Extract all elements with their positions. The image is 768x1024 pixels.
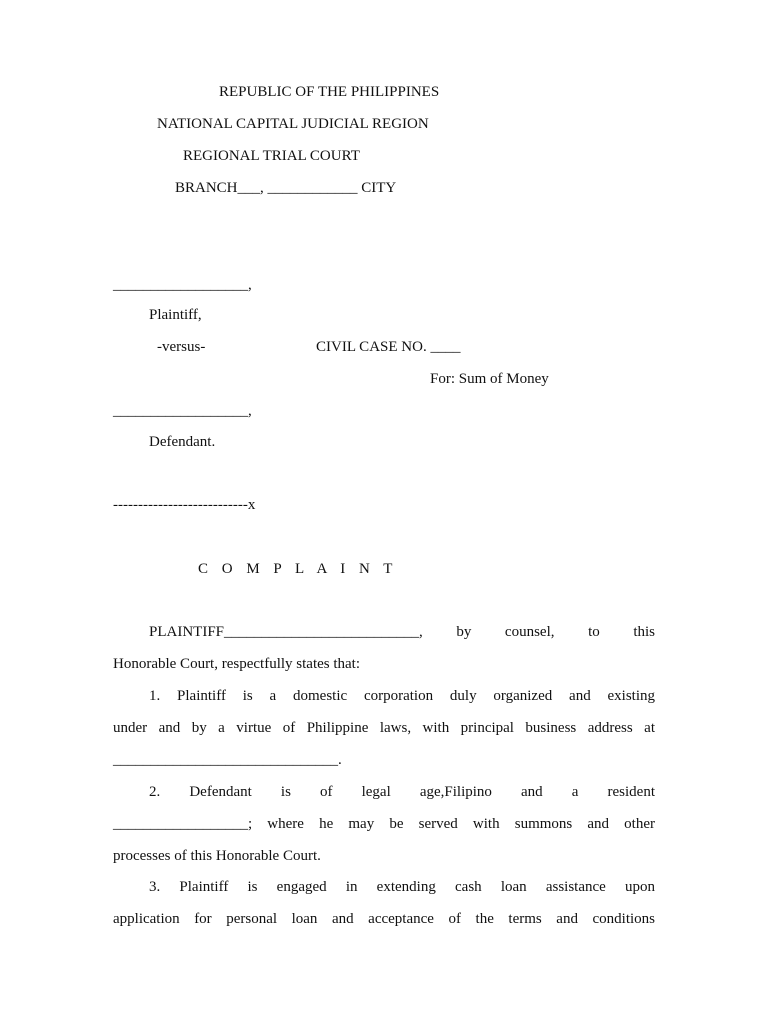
case-nature: For: Sum of Money	[430, 371, 549, 387]
caption-divider: ---------------------------x	[113, 497, 256, 513]
paragraph-3-line-2: application for personal loan and acceptance of the terms and conditions	[113, 911, 655, 927]
intro-line-1: PLAINTIFF__________________________, by counsel, to this	[149, 624, 655, 640]
paragraph-2-line-2: __________________; where he may be served with summons and other	[113, 816, 655, 832]
plaintiff-label: Plaintiff,	[149, 307, 202, 323]
paragraph-3-line-1: 3. Plaintiff is engaged in extending cash loan assistance upon	[149, 879, 655, 895]
paragraph-1-line-3: ______________________________.	[113, 752, 342, 768]
header-branch-city: BRANCH___, ____________ CITY	[175, 180, 397, 196]
document-title: C O M P L A I N T	[198, 561, 398, 577]
defendant-name-blank: __________________,	[113, 403, 252, 419]
header-court: REGIONAL TRIAL COURT	[183, 148, 360, 164]
paragraph-1-line-2: under and by a virtue of Philippine laws, with principal business address at	[113, 720, 655, 736]
plaintiff-name-blank: __________________,	[113, 277, 252, 293]
paragraph-2-line-1: 2. Defendant is of legal age,Filipino and a resident	[149, 784, 655, 800]
defendant-label: Defendant.	[149, 434, 216, 450]
paragraph-1-line-1: 1. Plaintiff is a domestic corporation duly organized and existing	[149, 688, 655, 704]
versus-label: -versus-	[157, 339, 206, 355]
header-region: NATIONAL CAPITAL JUDICIAL REGION	[157, 116, 429, 132]
header-republic: REPUBLIC OF THE PHILIPPINES	[219, 84, 440, 100]
intro-line-2: Honorable Court, respectfully states that:	[113, 656, 361, 672]
civil-case-number: CIVIL CASE NO. ____	[316, 339, 461, 355]
paragraph-2-line-3: processes of this Honorable Court.	[113, 848, 321, 864]
